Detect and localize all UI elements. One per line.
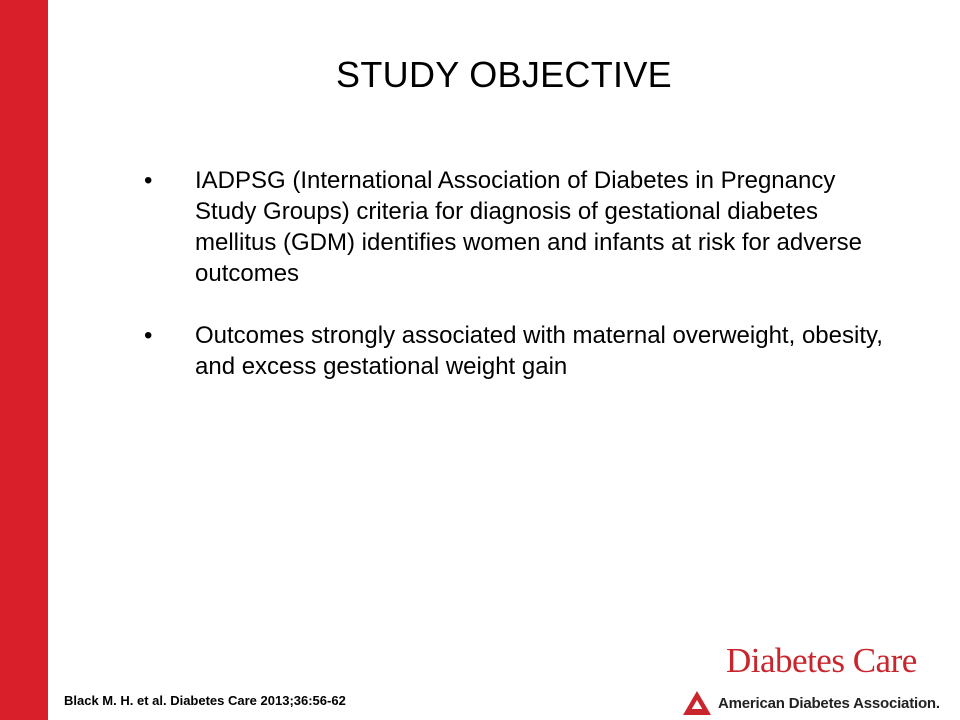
citation: Black M. H. et al. Diabetes Care 2013;36:56-62: [64, 693, 346, 708]
ada-name: American Diabetes Association.: [718, 694, 940, 712]
bullet-text: Outcomes strongly associated with maternal overweight, obesity, and excess gestational weight gain: [195, 322, 883, 380]
bullet-text: IADPSG (International Association of Diabetes in Pregnancy Study Groups) criteria for diagnosis of gestational diabetes mellitus (GDM) identifies women and infants at risk for adverse outcomes: [195, 167, 862, 287]
bullet-marker: •: [144, 322, 153, 349]
ada-logo: [682, 690, 940, 716]
bullet-item: [140, 165, 900, 289]
bullet-item: [140, 320, 900, 382]
diabetes-care-logo: Diabetes Care: [726, 641, 917, 680]
ada-triangle-icon: [682, 690, 712, 716]
slide-title: STUDY OBJECTIVE: [336, 54, 672, 95]
left-accent-bar: [0, 0, 48, 720]
bullet-list: [140, 165, 900, 413]
bullet-marker: •: [144, 167, 153, 194]
